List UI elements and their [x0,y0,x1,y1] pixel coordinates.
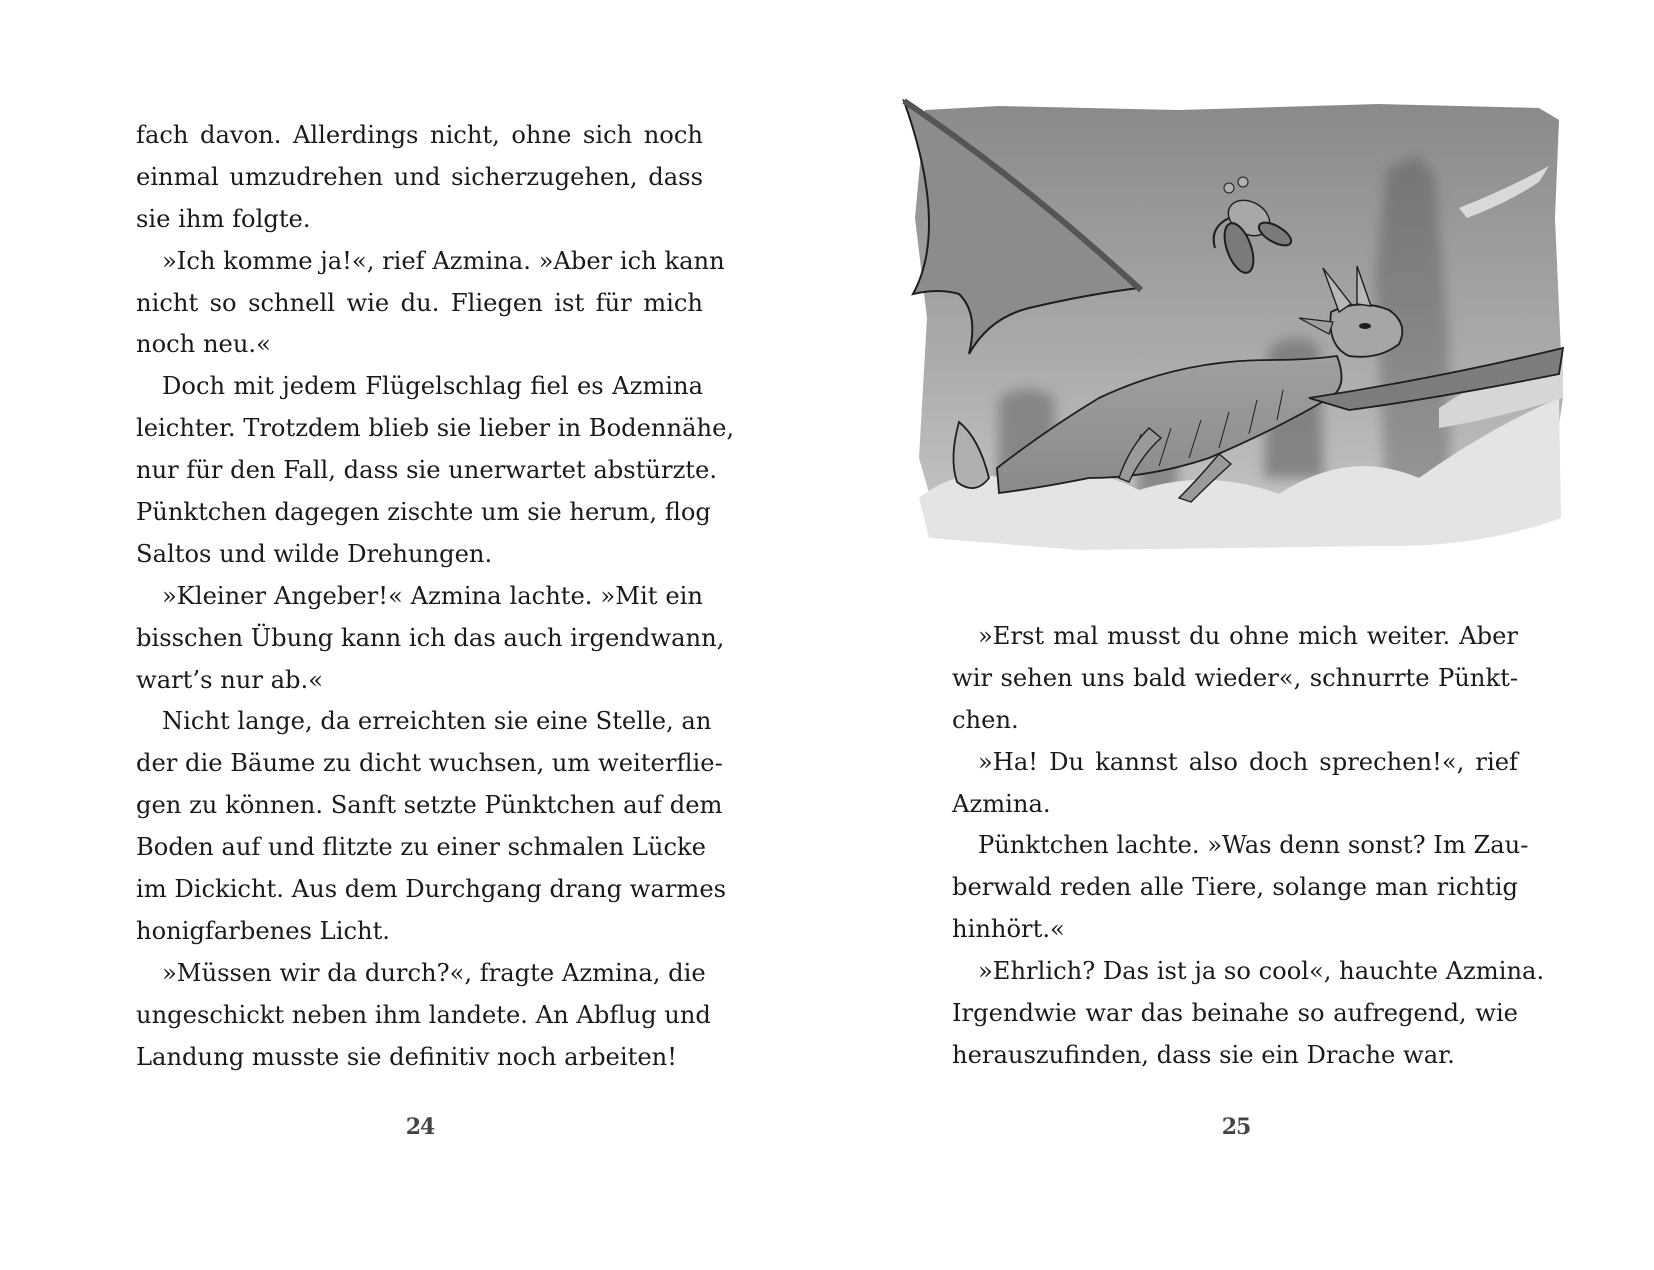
text-line: Pünktchen dagegen zischte um sie herum, flog [136,498,711,527]
text-line: »Müssen wir da durch?«, fragte Azmina, die [162,958,706,987]
text-line: chen. [952,705,1019,734]
right-page [827,0,1654,1270]
text-line: Landung musste sie definitiv noch arbeiten! [136,1042,677,1071]
right-page-text [952,616,1545,1077]
dragon-illustration [879,98,1591,550]
text-line: wart’s nur ab.« [136,665,323,694]
text-line: Pünktchen lachte. »Was denn sonst? Im Zau- [978,831,1529,860]
text-line: gen zu können. Sanft setzte Pünktchen auf dem [136,791,723,820]
text-line: leichter. Trotzdem blieb sie lieber in Bodennähe, [136,414,735,443]
text-line: noch neu.« [136,330,271,359]
text-line: Doch mit jedem Flügelschlag fiel es Azmina [162,372,703,401]
text-line: »Kleiner Angeber!« Azmina lachte. »Mit ein [162,581,703,610]
text-line: Saltos und wilde Drehungen. [136,539,493,568]
text-line: hinhört.« [952,915,1065,944]
text-line: »Ich komme ja!«, rief Azmina. »Aber ich kann [162,246,725,275]
text-line: fach davon. Allerdings nicht, ohne sich noch [136,121,703,149]
text-line: Irgendwie war das beinahe so aufregend, wie [952,999,1518,1028]
page-number-right: 25 [1221,1114,1251,1140]
text-line: »Ha! Du kannst also doch sprechen!«, rief [978,747,1518,776]
text-line: herauszufinden, dass sie ein Drache war. [952,1040,1455,1069]
text-line: honigfarbenes Licht. [136,916,390,945]
text-line: wir sehen uns bald wieder«, schnurrte Pünkt- [952,663,1518,692]
left-page-text [136,115,735,1078]
text-line: Boden auf und flitzte zu einer schmalen Lücke [136,833,706,862]
text-line: »Ehrlich? Das ist ja so cool«, hauchte Azmina. [978,957,1545,986]
text-line: »Erst mal musst du ohne mich weiter. Aber [978,622,1518,650]
text-line: Nicht lange, da erreichten sie eine Stelle, an [162,707,712,736]
text-line: sie ihm folgte. [136,204,311,233]
text-line: nur für den Fall, dass sie unerwartet abstürzte. [136,456,718,485]
text-line: Azmina. [952,789,1051,818]
text-line: berwald reden alle Tiere, solange man richtig [952,873,1518,902]
text-line: nicht so schnell wie du. Fliegen ist für mich [136,288,703,317]
text-line: bisschen Übung kann ich das auch irgendwann, [136,623,725,652]
text-line: einmal umzudrehen und sicherzugehen, dass [136,162,703,191]
page-number-left: 24 [405,1114,435,1140]
text-line: der die Bäume zu dicht wuchsen, um weiterflie- [136,749,723,778]
text-line: ungeschickt neben ihm landete. An Abflug und [136,1000,711,1029]
text-line: im Dickicht. Aus dem Durchgang drang warmes [136,875,727,904]
